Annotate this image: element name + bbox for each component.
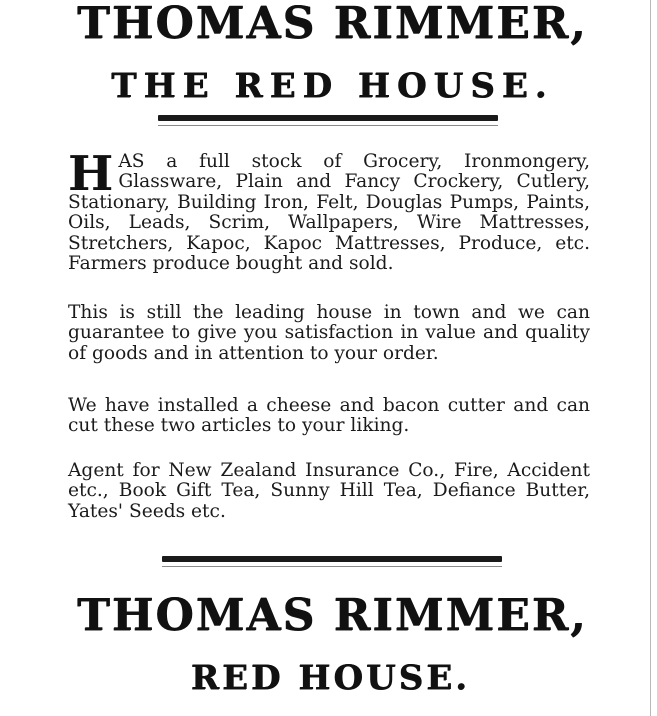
top-divider-thick bbox=[158, 115, 498, 121]
paragraph-stock-text: AS a full stock of Grocery, Ironmongery, Glassware, Plain and Fancy Crockery, Cutlery, Stationary, Building Iron, Felt, Douglas Pumps, Paints, Oils, Leads, Scrim, Wallpapers, Wire Mattresses, Stretchers, Kapoc, Kapoc Mattresses, Produce, etc. Farmers produce bought and sold. bbox=[68, 151, 590, 275]
paragraph-leading-house: This is still the leading house in town and we can guarantee to give you satisfaction in value and quality of goods and in attention to your order. bbox=[68, 302, 590, 364]
footer-store-name: RED HOUSE. bbox=[190, 658, 471, 698]
paragraph-cheese-cutter: We have installed a cheese and bacon cutter and can cut these two articles to your liking. bbox=[68, 395, 590, 437]
paragraph-stock bbox=[68, 146, 590, 275]
header-store-name: THE RED HOUSE. bbox=[111, 66, 554, 106]
dropcap-letter: H bbox=[68, 146, 114, 202]
bottom-divider-thick bbox=[162, 556, 502, 562]
header-name: THOMAS RIMMER, bbox=[77, 0, 588, 49]
paragraph-agent: Agent for New Zealand Insurance Co., Fire, Accident etc., Book Gift Tea, Sunny Hill Tea, Defiance Butter, Yates' Seeds etc. bbox=[68, 460, 590, 522]
bottom-divider-thin bbox=[162, 566, 502, 567]
footer-name: THOMAS RIMMER, bbox=[77, 590, 588, 641]
top-divider-thin bbox=[158, 125, 498, 126]
